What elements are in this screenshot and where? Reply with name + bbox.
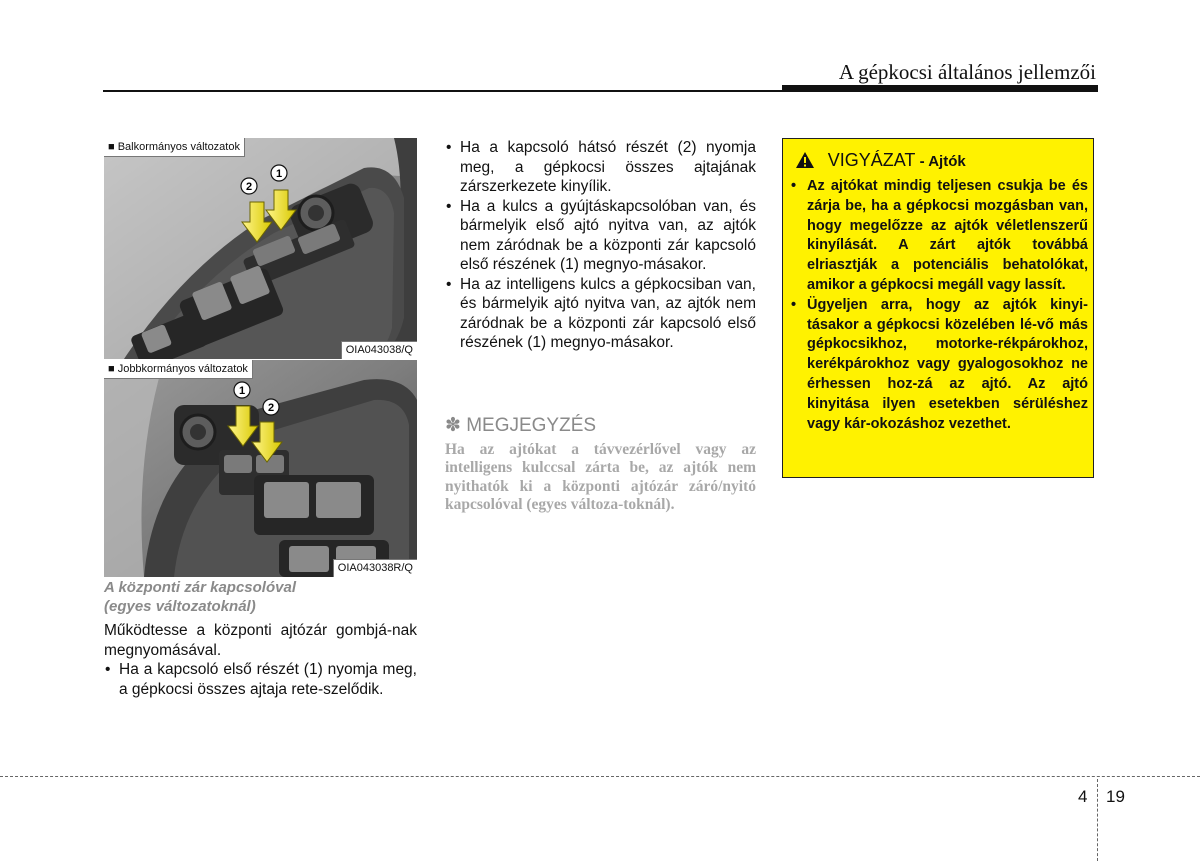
bullet-icon: • (105, 661, 111, 678)
note-title: ✽ MEGJEGYZÉS (445, 415, 597, 436)
list-item-text: Ha az intelligens kulcs a gépkocsiban van, és bármelyik ajtó nyitva van, az ajtók nem záródnak be a központi zár kapcsoló első részének (1) megnyo-másakor. (460, 275, 756, 351)
caution-title: VIGYÁZAT (827, 150, 916, 170)
page-number: 19 (1106, 787, 1125, 806)
figure-lhd (104, 138, 417, 359)
door-switch-photo (104, 360, 417, 577)
figure-label: ■ Balkormányos változatok (104, 138, 245, 157)
list-item-text: Ügyeljen arra, hogy az ajtók kinyi-tásakor a gépkocsi közelében lé-vő más gépkocsikhoz, motorke-rékpárokhoz, kerékpárokhoz vagy gyalogosokhoz ne érhessen hoz-zá az ajtó. Az ajtó kinyitása ilyen esetekben sérüléshez vagy kár-okozáshoz vezethet. (807, 296, 1088, 432)
callout-1: 1 (238, 385, 246, 397)
bullet-icon: • (446, 275, 452, 293)
list-item (104, 660, 417, 699)
callout-1: 1 (275, 168, 283, 180)
list-item (445, 138, 756, 197)
header-rule-thick (782, 85, 1098, 92)
section-title-line: A központi zár kapcsolóval (104, 579, 296, 596)
page-header-title: A gépkocsi általános jellemzői (838, 60, 1096, 84)
figure-rhd (104, 360, 417, 577)
caution-box (782, 138, 1094, 478)
list-item (445, 197, 756, 275)
callout-2: 2 (267, 402, 275, 414)
bullet-icon: • (791, 296, 797, 313)
caution-header (795, 150, 966, 171)
caution-subtitle: - Ajtók (915, 153, 966, 170)
section-title (104, 578, 424, 616)
chapter-number: 4 (1078, 787, 1088, 806)
figure-code: OIA043038/Q (341, 341, 417, 359)
list-item (445, 275, 756, 353)
middle-bullets (445, 138, 756, 353)
warning-triangle-icon (795, 151, 815, 169)
footer-dashed-divider (1097, 779, 1098, 861)
section-bullets (104, 660, 417, 699)
callout-2: 2 (245, 181, 253, 193)
bullet-icon: • (446, 197, 452, 215)
list-item (791, 296, 1088, 435)
list-item-text: Ha a kapcsoló hátsó részét (2) nyomja meg, a gépkocsi összes ajtajának zárszerkezete kinyílik. (460, 139, 756, 195)
list-item (791, 177, 1088, 296)
bullet-icon: • (446, 139, 452, 156)
bullet-icon: • (791, 178, 797, 194)
list-item-text: Az ajtókat mindig teljesen csukja be és zárja be, ha a gépkocsi mozgásban van, hogy megelőzze az ajtók véletlenszerű kinyílását. A zárt ajtók továbbá elriasztják a potenciális behatolókat, amikor a gépkocsi megáll vagy lassít. (807, 178, 1088, 293)
footer-dashed-rule (0, 776, 1200, 777)
figure-label: ■ Jobbkormányos változatok (104, 360, 253, 379)
note-text: Ha az ajtókat a távvezérlővel vagy az intelligens kulccsal zárta be, az ajtók nem nyithatók ki a központi ajtózár záró/nyitó kapcsolóval (egyes változa-toknál). (445, 441, 756, 514)
section-intro: Működtesse a központi ajtózár gombjá-nak megnyomásával. (104, 622, 417, 659)
figure-code: OIA043038R/Q (333, 559, 417, 577)
door-switch-photo (104, 138, 417, 359)
list-item-text: Ha a kapcsoló első részét (1) nyomja meg, a gépkocsi összes ajtaja rete-szelődik. (119, 661, 417, 698)
list-item-text: Ha a kulcs a gyújtáskapcsolóban van, és bármelyik első ajtó nyitva van, az ajtók nem záródnak be a központi zár kapcsoló első részének (1) megnyo-másakor. (460, 197, 756, 273)
caution-list (791, 177, 1088, 434)
section-title-line: (egyes változatoknál) (104, 598, 256, 615)
